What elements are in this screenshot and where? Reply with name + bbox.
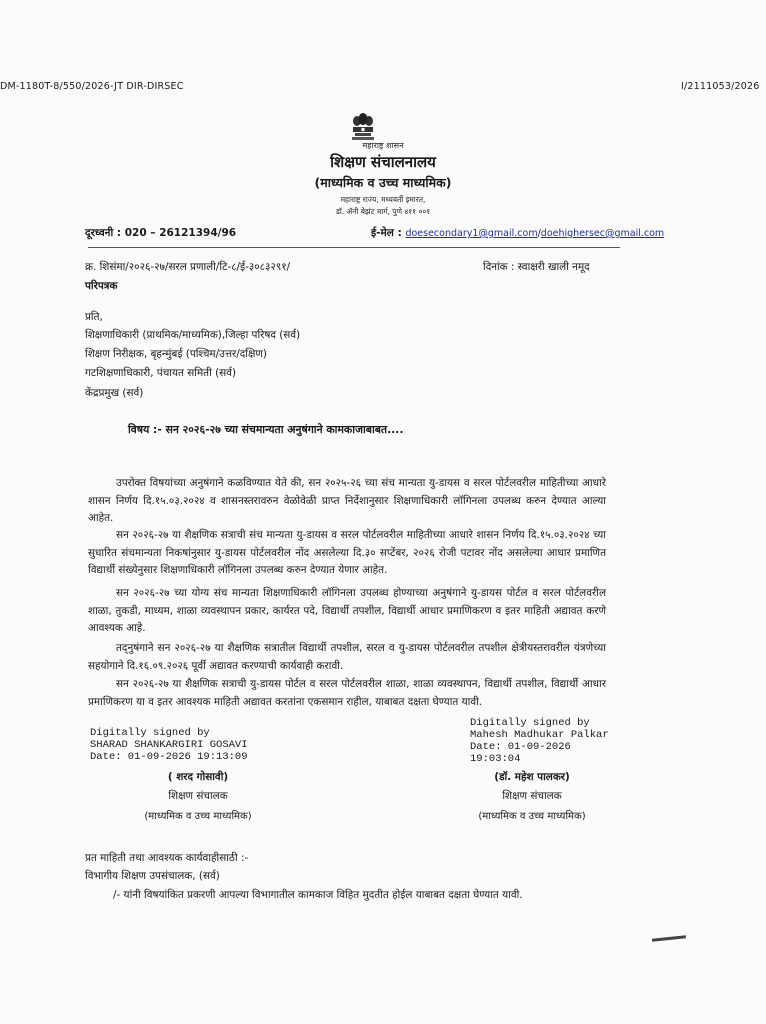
reference-number: क्र. शिसंमा/२०२६-२७/सरल प्रणाली/टि-८/ई-३०८३२९१/	[85, 261, 291, 273]
top-left-reference: DM-1180T-8/550/2026-JT DIR-DIRSEC	[0, 81, 184, 92]
body-paragraph: सन २०२६-२७ या शैक्षणिक सत्राची संच मान्यता यु-डायस व सरल पोर्टलवरील माहितीच्या आधारे शासन निर्णय दि.१५.०३.२०२४ च्या सुधारित संचमान्यता निकषांनुसार यु-डायस पोर्टलवरील नोंद असलेल्या दि.३० सप्टेंबर, २०२६ रोजी पटावर नोंद असलेल्या आधार प्रमाणित विद्यार्थी संख्येनुसार शिक्षणाधिकारी लॉगिनला उपलब्ध करुन देण्यात येणार आहेत.	[88, 529, 606, 576]
copy-label: प्रत माहिती तथा आवश्यक कार्यवाहीसाठी :-	[85, 852, 249, 864]
recipient-line: केंद्रप्रमुख (सर्व)	[85, 387, 144, 399]
address-line-1: महाराष्ट्र राज्य, मध्यवर्ती इमारत,	[340, 195, 426, 204]
copy-note: /- यांनी विषयांकित प्रकरणी आपल्या विभागातील कामकाज विहित मुदतीत होईल याबाबत दक्षता घेण्यात यावी.	[113, 889, 523, 901]
contact-emails	[371, 226, 664, 240]
recipient-line: शिक्षणाधिकारी (प्राथमिक/माध्यमिक),जिल्हा परिषद (सर्व)	[85, 329, 301, 341]
body-paragraph: सन २०२६-२७ या शैक्षणिक सत्राची यु-डायस पोर्टल व सरल पोर्टलवरील शाळा, शाळा व्यवस्थापन, विद्यार्थी तपशील, विद्यार्थी आधार प्रमाणिकरण या व इतर आवश्यक माहिती अद्यावत करतांना एकसमान राहील, याबाबत दक्षता घेण्यात यावी.	[88, 678, 606, 708]
signatory-title-left: शिक्षण संचालक	[168, 790, 228, 802]
email-separator: /	[537, 228, 541, 239]
recipient-line: शिक्षण निरीक्षक, बृहन्मुंबई (पश्चिम/उत्तर/दक्षिण)	[85, 348, 267, 360]
header-rule	[88, 247, 620, 248]
date-label: दिनांक : स्वाक्षरी खाली नमूद	[483, 261, 590, 273]
office-name: शिक्षण संचालनालय	[330, 153, 436, 171]
office-subtitle: (माध्यमिक व उच्च माध्यमिक)	[314, 175, 452, 190]
body-paragraph: तद्नुषंगाने सन २०२६-२७ या शैक्षणिक सत्रातील विद्यार्थी तपशील, सरल व यु-डायस पोर्टलवरील तपशील क्षेत्रीयस्तरावरील यंत्रणेच्या सहयोगाने दि.१६.०९.२०२६ पूर्वी अद्यावत करण्याची कार्यवाही करावी.	[88, 642, 606, 672]
document-type: परिपत्रक	[85, 280, 118, 292]
digital-signature-right: Digitally signed by Mahesh Madhukar Palkar Date: 01-09-2026 19:03:04	[470, 717, 609, 765]
signatory-name-right: (डॉ. महेश पालकर)	[494, 771, 570, 783]
address-line-2: डॉ. ॲनी बेझंट मार्ग, पुणे ४११ ००१	[335, 207, 431, 216]
body-paragraph: सन २०२६-२७ च्या योग्य संच मान्यता शिक्षणाधिकारी लॉगिनला उपलब्ध होण्याच्या अनुषंगाने यु-डायस पोर्टल व सरल पोर्टलवरील शाळा, तुकडी, माध्यम, शाळा व्यवस्थापन प्रकार, कार्यरत पदे, विद्यार्थी तपशील, विद्यार्थी आधार प्रमाणिकरण व इतर माहिती अद्यावत करणे आवश्यक आहे.	[88, 587, 606, 634]
signatory-dept-left: (माध्यमिक व उच्च माध्यमिक)	[144, 811, 252, 822]
phone-number: दूरध्वनी : 020 – 26121394/96	[85, 227, 237, 239]
pen-mark	[652, 935, 686, 942]
signatory-name-left: ( शरद गोसावी)	[167, 771, 229, 783]
to-label: प्रति,	[85, 311, 103, 323]
recipient-line: गटशिक्षणाधिकारी, पंचायत समिती (सर्व)	[85, 367, 236, 379]
subject-line: विषय :- सन २०२६-२७ च्या संचमान्यता अनुषंगाने कामकाजाबाबत....	[128, 423, 404, 436]
email-label: ई-मेल :	[371, 227, 402, 239]
email-link-secondary[interactable]: doesecondary1@gmail.com	[405, 228, 538, 239]
signatory-title-right: शिक्षण संचालक	[502, 790, 562, 802]
copy-recipient: विभागीय शिक्षण उपसंचालक, (सर्व)	[85, 870, 220, 882]
top-right-reference: I/2111053/2026	[681, 81, 760, 92]
body-paragraph: उपरोक्त विषयांच्या अनुषंगाने कळविण्यात येते की, सन २०२५-२६ च्या संच मान्यता यु-डायस व सरल पोर्टलवरील माहितीच्या आधारे शासन निर्णय दि.१५.०३.२०२४ व शासनस्तरावरुन वेळोवेळी प्राप्त निर्देशानुसार शिक्षणाधिकारी लॉगिनला उपलब्ध करुन देण्यात आल्या आहेत.	[88, 477, 606, 524]
government-label: महाराष्ट्र शासन	[362, 141, 404, 150]
signatory-dept-right: (माध्यमिक व उच्च माध्यमिक)	[478, 811, 586, 822]
email-link-highersec[interactable]: doehighersec@gmail.com	[540, 228, 665, 239]
digital-signature-left: Digitally signed by SHARAD SHANKARGIRI GOSAVI Date: 01-09-2026 19:13:09	[90, 727, 248, 763]
